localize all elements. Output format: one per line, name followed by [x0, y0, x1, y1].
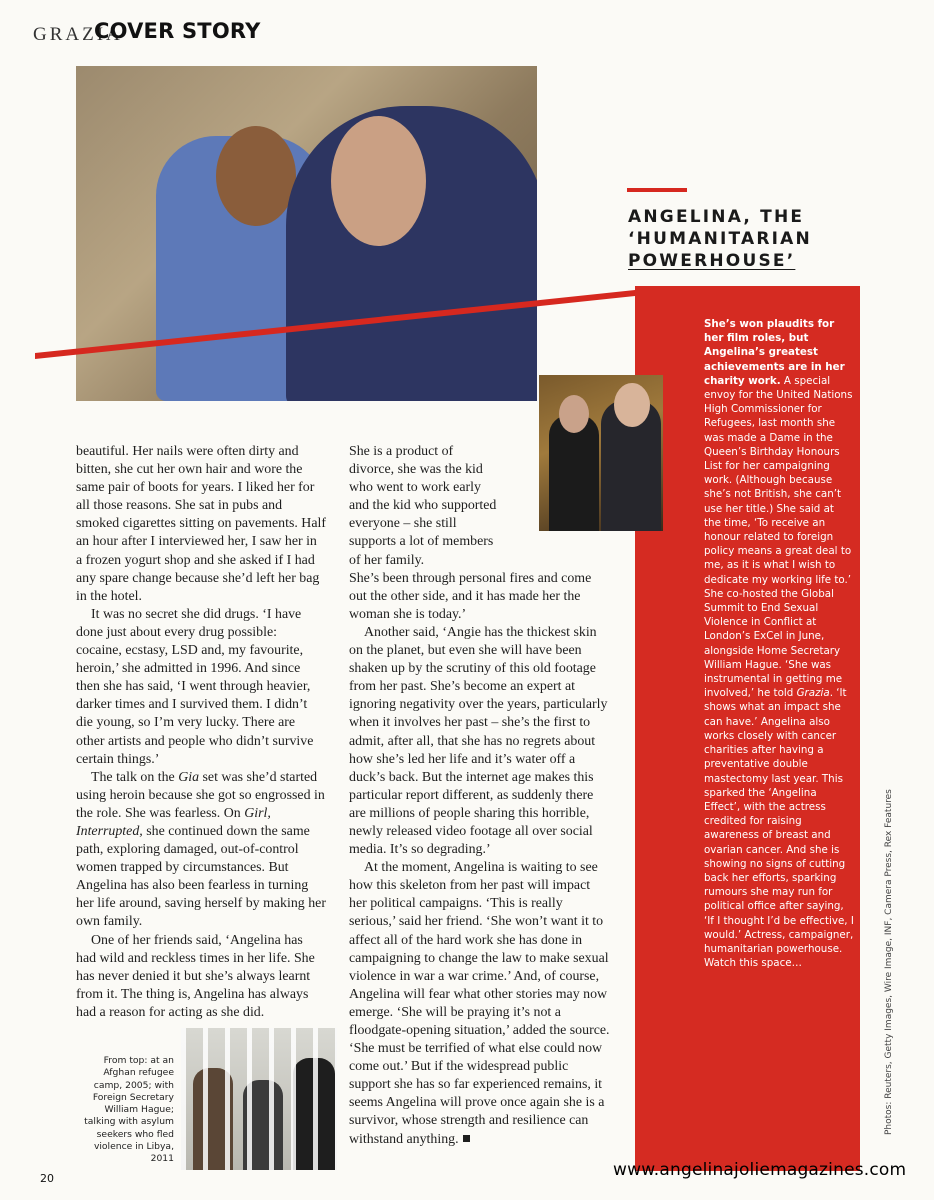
photo-asylum-seekers [181, 1028, 337, 1170]
paragraph: It was no secret she did drugs. ‘I have done just about every drug possible: cocaine, ecstasy, LSD and, my favourite, heroin,’ she admitted in 1996. And since then she has said, ‘I went through heavier, darker times and I survived them. I didn’t die young, so I’m very lucky. There are other artists and people who didn’t survive certain things.’ [76, 606, 314, 767]
paragraph: Another said, ‘Angie has the thickest skin on the planet, but even she will have been shaken up by the scrutiny of this old footage from her past. She’s become an expert at ignoring negativity over the years, particularly when it involves her past – she’s the first to admit, after all, that she has no regrets about how she’s led her life and it’s water off a duck’s back. But the internet age makes this particular report different, as suddenly there are millions of people sharing this horrible, newly released video footage all over social media. It’s so degrading.’ [349, 624, 608, 858]
sidebar-body-end: . ‘It shows what an impact she can have.’ Angelina also works closely with cancer charities after having a preventative double mastectomy last year. This sparked the ‘Angelina Effect’, with the actress credited for raising awareness of breast and ovarian cancer. And she is showing no signs of cutting back her efforts, sparking rumours she may run for political office after saying, ‘If I thought I’d be effective, I would.’ Actress, campaigner, humanitarian powerhouse. Watch this space… [704, 687, 854, 970]
photo-credits: Photos: Reuters, Getty Images, Wire Image, INF, Camera Press, Rex Features [884, 789, 894, 1135]
sidebar-heading-line-1: ANGELINA, THE [628, 207, 805, 227]
paragraph: She is a product of divorce, she was the kid who went to work early and the kid who supported everyone – she still supports a lot of members of her family. [349, 444, 497, 568]
article-column-1 [76, 443, 326, 1022]
paragraph: beautiful. Her nails were often dirty and bitten, she cut her own hair and wore the same pair of boots for years. I liked her for all those reasons. She sat in pubs and smoked cigarettes sitting on pavements. Half an hour after I interviewed her, I saw her in a frozen yogurt shop and she asked if I had any spare change because she’d left her bag in the hotel. [76, 444, 326, 604]
sidebar-body: A special envoy for the United Nations High Commissioner for Refugees, last month she was made a Dame in the Queen’s Birthday Honours List for her campaigning work. (Although because she’s not British, she can’t use her title.) She said at the time, ‘To receive an honour related to foreign policy means a great deal to me, as it is what I wish to dedicate my working life to.’ She co-hosted the Global Summit to End Sexual Violence in Conflict at London’s ExCel in June, alongside Home Secretary William Hague. ‘She was instrumental in getting me involved,’ he told [704, 374, 853, 700]
sidebar-heading-line-3: POWERHOUSE’ [628, 251, 796, 271]
website-watermark[interactable]: www.angelinajoliemagazines.com [613, 1160, 907, 1180]
section-title: COVER STORY [94, 19, 261, 43]
article-column-2 [349, 443, 611, 1149]
paragraph: She’s been through personal fires and come out the other side, and it has made her the woman she is today.’ [349, 570, 592, 622]
sidebar-heading [628, 206, 843, 272]
end-mark-icon [463, 1135, 470, 1142]
sidebar-text [704, 317, 854, 970]
page-number: 20 [40, 1172, 54, 1185]
red-accent-line [627, 188, 687, 192]
sidebar-lead: She’s won plaudits for her film roles, but Angelina’s greatest achievements are in her charity work. [704, 318, 845, 387]
magazine-brand: GRAZIA [33, 24, 123, 45]
photo-caption: From top: at an Afghan refugee camp, 2005; with Foreign Secretary William Hague; talking with asylum seekers who fled violence in Libya, 2011 [84, 1055, 174, 1165]
red-diagonal-stripe [35, 290, 635, 362]
sidebar-heading-line-2: ‘HUMANITARIAN [628, 229, 812, 249]
sidebar-body-italic: Grazia [796, 687, 830, 700]
paragraph: The talk on the Gia set was she’d started using heroin because she got so engrossed in the role. She was fearless. On Girl, Interrupted, she continued down the same path, exploring damaged, out-of-control women trapped by circumstances. But Angelina has also been fearless in turning her life around, saving herself by making her own family. [76, 769, 326, 930]
paragraph: One of her friends said, ‘Angelina has had wild and reckless times in her life. She has never denied it but she’s always learnt from it. The thing is, Angelina has always had a reason for acting as she did. [76, 932, 315, 1020]
paragraph: At the moment, Angelina is waiting to see how this skeleton from her past will impact her political campaigns. ‘This is really serious,’ said her friend. ‘She won’t want it to affect all of the hard work she has done in campaigning to change the law to make sexual violence in war a war crime.’ And, of course, Angelina will fear what other stories may now emerge. ‘She will be praying it’s not a floodgate-opening situation,’ added the source. ‘She must be terrified of what else could now come out.’ But if the widespread public support she has so far experienced remains, it seems Angelina will prove once again she is a survivor, whose strength and resilience can withstand anything. [349, 860, 610, 1147]
